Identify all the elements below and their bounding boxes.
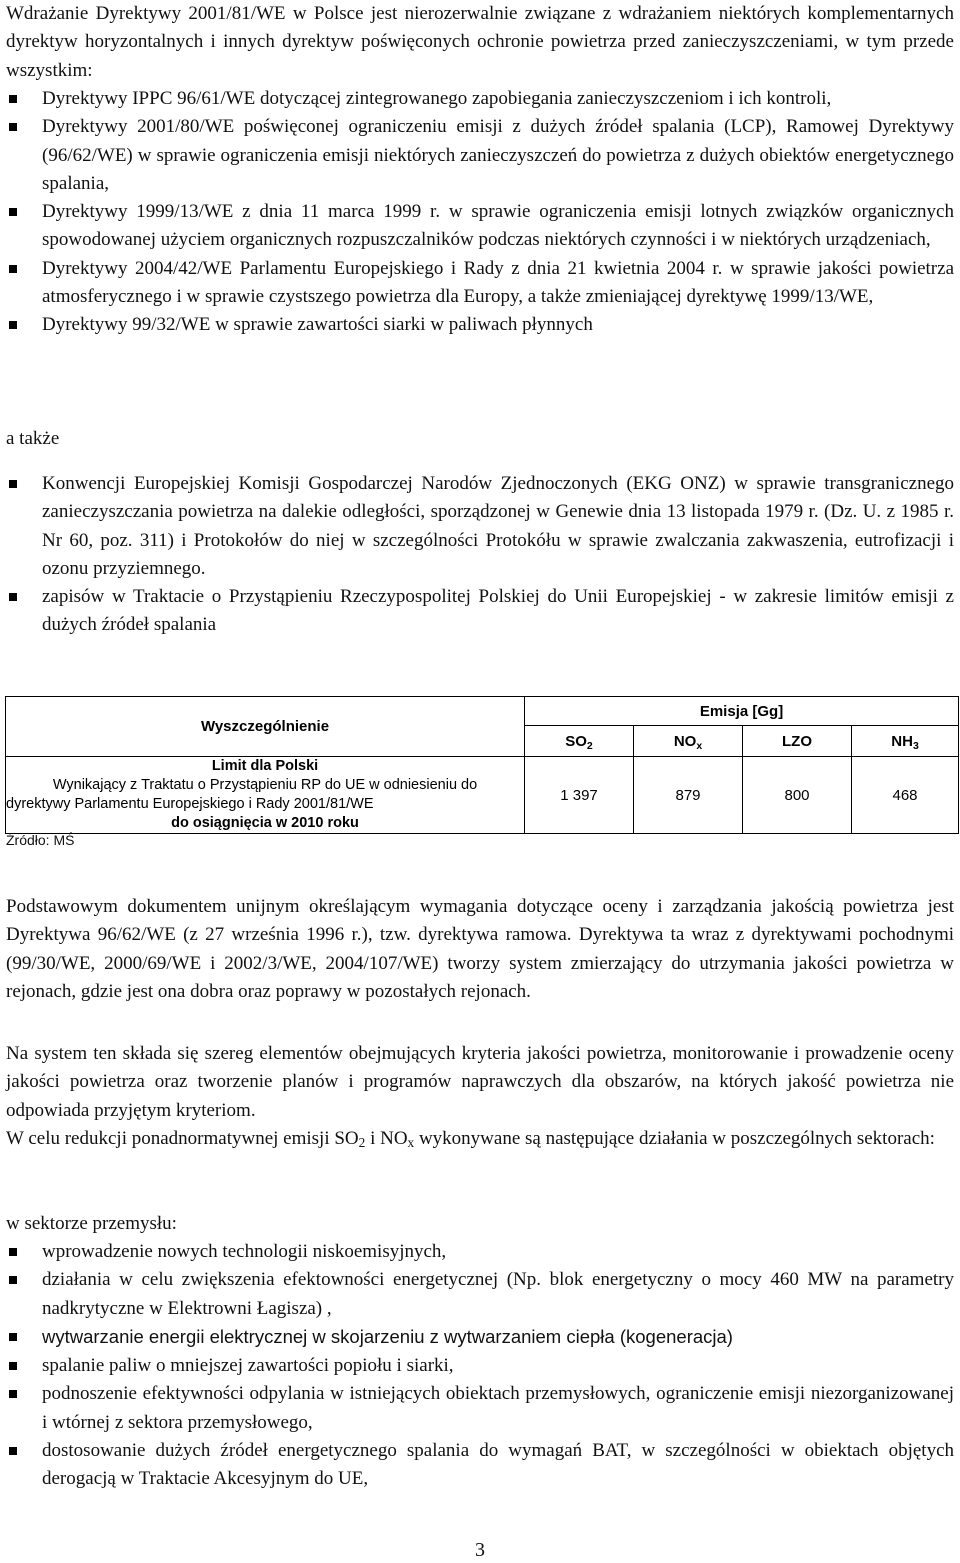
bullet-icon [9,593,17,601]
table-row [6,757,959,834]
bullet-icon [9,321,17,329]
bullet-icon [9,1333,17,1341]
table-source-note: Źródło: MŚ [6,832,75,848]
also-list [6,470,954,640]
bullet-icon [9,208,17,216]
paragraph-system: Na system ten składa się szereg elementów obejmujących kryteria jakości powietrza, monitorowanie i prowadzenie oceny jakości powietrza oraz tworzenie planów i programów naprawczych dla obszarów, na których jakość powietrza nie odpowiada przyjętym kryteriom. [6,1043,954,1121]
list-item: Konwencji Europejskiej Komisji Gospodarczej Narodów Zjednoczonych (EKG ONZ) w sprawie transgranicznego zanieczyszczania powietrza na dalekie odległości, sporządzonej w Genewie dnia 13 listopada 1979 r. (Dz. U. z 1985 r. Nr 60, poz. 311) i Protokołów do niej w szczególności Protokółu w sprawie zwalczania zakwaszenia, eutrofizacji i ozonu przyziemnego. [6,470,954,583]
list-item: podnoszenie efektywności odpylania w istniejących obiektach przemysłowych, ograniczenie emisji niezorganizowanej i wtórnej z sektora przemysłowego, [6,1380,954,1437]
list-item: spalanie paliw o mniejszej zawartości popiołu i siarki, [6,1352,954,1380]
column-header-lzo: LZO [743,726,852,757]
bullet-icon [9,1447,17,1455]
paragraph-framework-directive: Podstawowym dokumentem unijnym określającym wymagania dotyczące oceny i zarządzania jakością powietrza jest Dyrektywa 96/62/WE (z 27 września 1996 r.), tzw. dyrektywa ramowa. Dyrektywa ta wraz z dyrektywami pochodnymi (99/30/WE, 2000/69/WE i 2002/3/WE, 2004/107/WE) tworzy system zmierzający do utrzymania jakości powietrza w rejonach, gdzie jest ona dobra oraz poprawy w pozostałych rejonach. [6,896,954,1002]
column-header-nh3: $NH_3$ [852,726,959,757]
list-item: wytwarzanie energii elektrycznej w skojarzeniu z wytwarzaniem ciepła (kogeneracja) [6,1323,954,1352]
list-item: Dyrektywy 99/32/WE w sprawie zawartości siarki w paliwach płynnych [6,311,954,339]
list-item: Dyrektywy IPPC 96/61/WE dotyczącej zintegrowanego zapobiegania zanieczyszczeniom i ich kontroli, [6,85,954,113]
list-item: dostosowanie dużych źródeł energetycznego spalania do wymagań BAT, w szczególności w obiektach objętych derogacją w Traktacie Akcesyjnym do UE, [6,1437,954,1494]
value-so2: 1 397 [525,757,634,834]
column-header-so2: $SO_2$ [525,726,634,757]
column-header-nox: $NO_x$ [634,726,743,757]
list-item: działania w celu zwiększenia efektowności energetycznej (Np. blok energetyczny o mocy 460 MW na parametry nadkrytyczne w Elektrowni Łagisza) , [6,1266,954,1323]
bullet-icon [9,1248,17,1256]
industry-actions-list [6,1238,954,1494]
bullet-icon [9,95,17,103]
list-item: Dyrektywy 1999/13/WE z dnia 11 marca 1999 r. w sprawie ograniczenia emisji lotnych związków organicznych spowodowanej użyciem organicznych rozpuszczalników podczas niektórych czynności i w niektórych urządzeniach, [6,198,954,255]
emission-limits-table [5,696,959,834]
list-item: Dyrektywy 2004/42/WE Parlamentu Europejskiego i Rady z dnia 21 kwietnia 2004 r. w sprawie jakości powietrza atmosferycznego i w sprawie czystszego powietrza dla Europy, a także zmieniającej dyrektywę 1999/13/WE, [6,255,954,312]
bullet-icon [9,1390,17,1398]
value-lzo: 800 [743,757,852,834]
bullet-icon [9,1362,17,1370]
intro-paragraph: Wdrażanie Dyrektywy 2001/81/WE w Polsce jest nierozerwalnie związane z wdrażaniem niektórych komplementarnych dyrektyw horyzontalnych i innych dyrektyw poświęconych ochronie powietrza przed zanieczyszczeniami, w tym przede wszystkim: [6,3,954,81]
table-header-emission: Emisja [Gg] [525,697,959,726]
value-nh3: 468 [852,757,959,834]
page-number: 3 [475,1539,485,1561]
bullet-icon [9,480,17,488]
sector-label: w sektorze przemysłu: [6,1213,177,1234]
limit-description-cell: Limit dla Polski Wynikający z Traktatu o Przystąpieniu RP do UE w odniesieniu do dyrektywy Parlamentu Europejskiego i Rady 2001/81/WE do osiągnięcia w 2010 roku [6,757,525,834]
table-header-description: Wyszczególnienie [6,697,525,757]
paragraph-reduction: W celu redukcji ponadnormatywnej emisji $SO_2$ i $NO_x$ wykonywane są następujące działania w poszczególnych sektorach: [6,1128,935,1150]
bullet-icon [9,1276,17,1284]
directives-list [6,85,954,340]
bullet-icon [9,123,17,131]
list-item: zapisów w Traktacie o Przystąpieniu Rzeczypospolitej Polskiej do Unii Europejskiej - w zakresie limitów emisji z dużych źródeł spalania [6,583,954,640]
bullet-icon [9,265,17,273]
list-item: wprowadzenie nowych technologii niskoemisyjnych, [6,1238,954,1266]
list-item: Dyrektywy 2001/80/WE poświęconej ograniczeniu emisji z dużych źródeł spalania (LCP), Ramowej Dyrektywy (96/62/WE) w sprawie ograniczenia emisji niektórych zanieczyszczeń do powietrza z dużych obiektów energetycznego spalania, [6,113,954,198]
value-nox: 879 [634,757,743,834]
also-label: a także [6,428,60,449]
